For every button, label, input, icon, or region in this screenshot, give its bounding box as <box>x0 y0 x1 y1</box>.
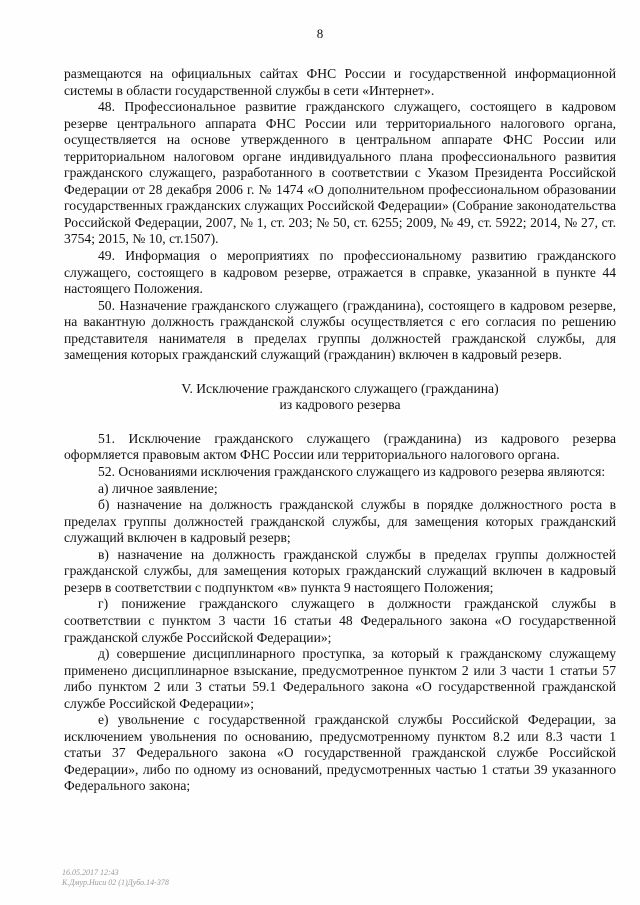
section-heading-line1: V. Исключение гражданского служащего (гражданина) <box>181 380 499 396</box>
list-item-d: д) совершение дисциплинарного проступка, за который к гражданскому служащему применено дисциплинарное взыскание, предусмотренное пунктом 2 или 3 части 1 статьи 57 либо пунктом 2 или 3 статьи 59.1 Федерального закона «О государственной гражданской службе Российской Федерации»; <box>64 646 616 711</box>
list-item-a: а) личное заявление; <box>98 480 218 496</box>
section-heading <box>64 381 616 414</box>
page-number: 8 <box>316 26 324 41</box>
section-heading-line2: из кадрового резерва <box>279 397 401 413</box>
paragraph-52: 52. Основаниями исключения гражданского служащего из кадрового резерва являются: <box>98 464 606 480</box>
footer-line-1: 16.05.2017 12:43 <box>62 868 119 877</box>
list-item-b: б) назначение на должность гражданской службы в порядке должностного роста в пределах группы должностей гражданской службы, для замещения которых гражданский служащий включен в кадровый резерв; <box>64 497 616 546</box>
document-body <box>64 66 616 795</box>
paragraph-49: 49. Информация о мероприятиях по профессиональному развитию гражданского служащего, состоящего в кадровом резерве, отражается в справке, указанной в пункте 44 настоящего Положения. <box>64 248 616 297</box>
paragraph-51: 51. Исключение гражданского служащего (гражданина) из кадрового резерва оформляется правовым актом ФНС России или территориального налогового органа. <box>64 430 616 463</box>
paragraph-continuation: размещаются на официальных сайтах ФНС России и государственной информационной системы в области государственной службы в сети «Интернет». <box>64 66 616 98</box>
paragraph-50: 50. Назначение гражданского служащего (гражданина), состоящего в кадровом резерве, на вакантную должность гражданской службы осуществляется с его согласия по решению представителя нанимателя в пределах группы должностей гражданской службы, для замещения которых гражданский служащий (гражданин) включен в кадровый резерв. <box>64 297 616 363</box>
footer-stamp <box>62 868 169 888</box>
list-item-v: в) назначение на должность гражданской службы в пределах группы должностей гражданской службы, для замещения которых гражданский служащий включен в кадровый резерв в соответствии с подпунктом «в» пункта 9 настоящего Положения; <box>64 546 616 595</box>
list-item-g: г) понижение гражданского служащего в должности гражданской службы в соответствии с пунктом 3 части 16 статьи 48 Федерального закона «О государственной гражданской службе Российской Федерации»; <box>64 596 616 645</box>
list-item-e: е) увольнение с государственной гражданской службы Российской Федерации, за исключением увольнения по основанию, предусмотренному пунктом 8.2 или 8.3 части 1 статьи 37 Федерального закона «О государственной гражданской службе Российской Федерации», либо по одному из оснований, предусмотренных частью 1 статьи 39 указанного Федерального закона; <box>64 712 616 794</box>
paragraph-48: 48. Профессиональное развитие гражданского служащего, состоящего в кадровом резерве центрального аппарата ФНС России или территориального налогового органа, осуществляется на основе утвержденного в центральном аппарате ФНС России или территориальном налоговом органе индивидуального плана профессионального развития гражданского служащего, разработанного в соответствии с Указом Президента Российской Федерации от 28 декабря 2006 г. № 1474 «О дополнительном профессиональном образовании государственных гражданских служащих Российской Федерации» (Собрание законодательства Российской Федерации, 2007, № 1, ст. 203; № 50, ст. 6255; 2009, № 49, ст. 5922; 2014, № 27, ст. 3754; 2015, № 10, ст.1507). <box>64 99 616 247</box>
footer-line-2: К.Дмур.Ниси 02 (1)Дубо.14-378 <box>62 878 169 887</box>
